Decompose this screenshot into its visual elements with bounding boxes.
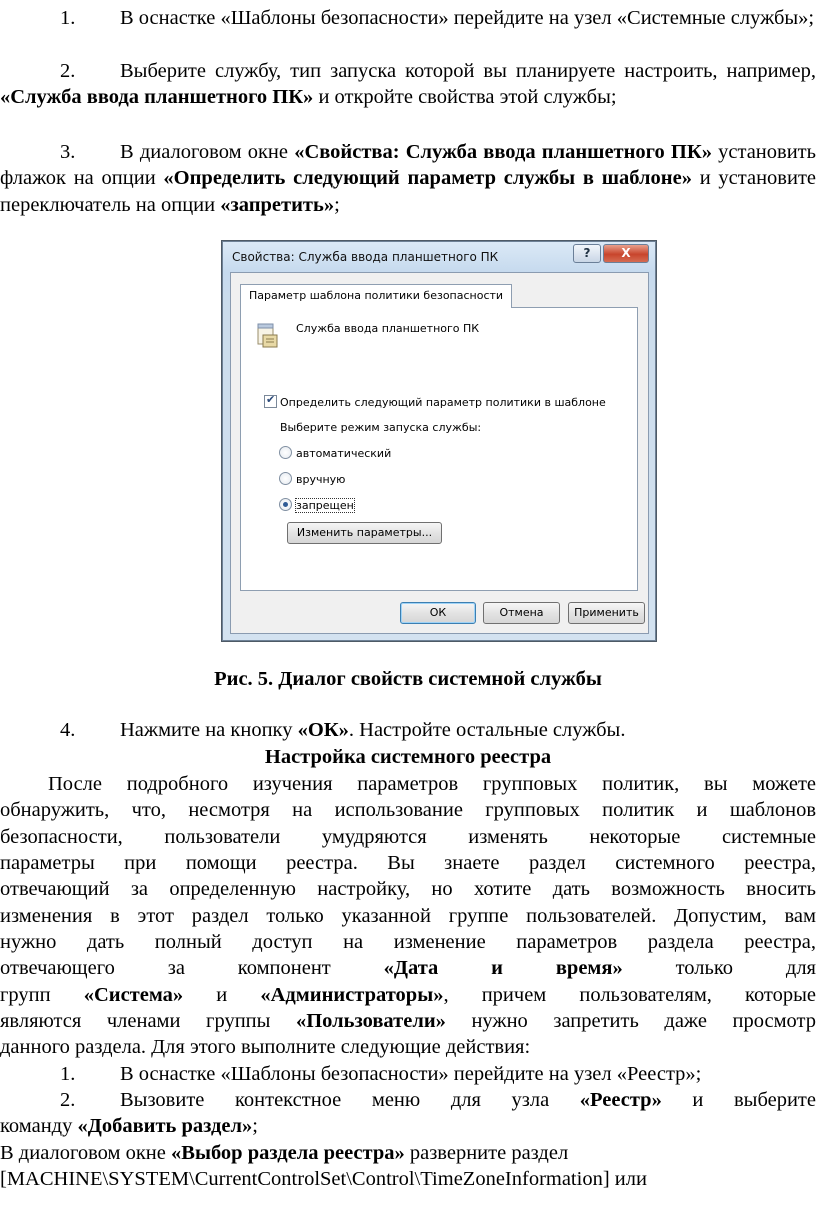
- dialog-screenshot: [221, 240, 657, 642]
- paragraph-line: групп «Система» и «Администраторы», причем пользователям, которые: [0, 984, 816, 1006]
- dialog-instruction-line: В диалоговом окне «Выбор раздела реестра» разверните раздел: [0, 1142, 569, 1164]
- tab-security-template[interactable]: Параметр шаблона политики безопасности: [240, 284, 512, 308]
- paragraph-line: отвечающий за определенную настройку, но хотите дать возможность вносить: [0, 878, 816, 900]
- paragraph-line: безопасности, пользователи умудряются изменять некоторые системные: [0, 826, 816, 848]
- define-policy-checkbox[interactable]: [264, 395, 606, 409]
- radio-disabled[interactable]: запрещен: [279, 498, 354, 512]
- step-number: 4.: [60, 719, 76, 741]
- registry-step-2: 2. Вызовите контекстное меню для узла «Реестр» и выберите: [0, 1087, 816, 1113]
- radio-circle[interactable]: [279, 472, 292, 485]
- checkbox-label: Определить следующий параметр политики в шаблоне: [280, 396, 606, 409]
- step-2: 2. Выберите службу, тип запуска которой вы планируете настроить, например, «Служба ввода планшетного ПК» и откройте свойства этой службы;: [0, 60, 816, 109]
- paragraph-line: данного раздела. Для этого выполните следующие действия:: [0, 1036, 531, 1058]
- step-4: 4. Нажмите на кнопку «ОК». Настройте остальные службы.: [0, 717, 816, 743]
- section-heading: Настройка системного реестра: [264, 746, 552, 768]
- radio-automatic[interactable]: автоматический: [279, 446, 391, 460]
- figure-caption: Рис. 5. Диалог свойств системной службы: [214, 668, 602, 690]
- checkbox-box[interactable]: [264, 395, 277, 408]
- help-button[interactable]: ?: [573, 244, 601, 263]
- checkmark-icon: ✔: [266, 393, 276, 406]
- dialog-title: Свойства: Служба ввода планшетного ПК: [232, 250, 499, 264]
- step-number: 1.: [60, 1063, 76, 1085]
- step-number: 3.: [60, 141, 76, 163]
- registry-step-2-cont: команду «Добавить раздел»;: [0, 1115, 258, 1137]
- paragraph-line: отвечающего за компонент «Дата и время» только для: [0, 957, 816, 979]
- paragraph-line: обнаружить, что, несмотря на использование групповых политик и шаблонов: [0, 799, 816, 821]
- paragraph-line: После подробного изучения параметров групповых политик, вы можете: [48, 773, 816, 795]
- registry-path-line: [MACHINE\SYSTEM\CurrentControlSet\Control\TimeZoneInformation] или: [0, 1168, 647, 1190]
- paragraph-line: параметры при помощи реестра. Вы знаете раздел системного реестра,: [0, 852, 816, 874]
- registry-step-1: 1. В оснастке «Шаблоны безопасности» перейдите на узел «Реестр»;: [0, 1061, 816, 1087]
- properties-dialog: [222, 241, 656, 641]
- apply-button[interactable]: Применить: [568, 602, 645, 624]
- service-icon: [257, 323, 279, 349]
- step-1: [0, 5, 816, 31]
- radio-circle[interactable]: [279, 446, 292, 459]
- step-number: 2.: [60, 60, 76, 82]
- title-bar: [223, 242, 655, 272]
- startup-mode-label: Выберите режим запуска службы:: [280, 421, 482, 434]
- tab-panel: [240, 307, 638, 591]
- edit-settings-button[interactable]: Изменить параметры...: [287, 522, 442, 544]
- step-number: 2.: [60, 1089, 76, 1111]
- radio-circle-selected[interactable]: [279, 498, 292, 511]
- close-button[interactable]: X: [603, 244, 649, 263]
- cancel-button[interactable]: Отмена: [483, 602, 560, 624]
- service-name: Служба ввода планшетного ПК: [296, 322, 480, 335]
- step-text: В оснастке «Шаблоны безопасности» перейдите на узел «Системные службы»;: [120, 7, 815, 29]
- paragraph-line: являются членами группы «Пользователи» нужно запретить даже просмотр: [0, 1010, 816, 1032]
- dialog-client-area: [230, 272, 649, 634]
- paragraph-line: изменения в этот раздел только указанной группе пользователей. Допустим, вам: [0, 905, 816, 927]
- radio-manual[interactable]: вручную: [279, 472, 345, 486]
- step-number: 1.: [60, 7, 76, 29]
- ok-button[interactable]: ОК: [400, 602, 476, 624]
- service-name-bold: «Служба ввода планшетного ПК»: [0, 86, 314, 109]
- step-3: 3. В диалоговом окне «Свойства: Служба ввода планшетного ПК» установить флажок на опции «Определить следующий параметр службы в шаблоне» и установите переключатель на опции «запретить»;: [0, 141, 816, 216]
- paragraph-line: нужно дать полный доступ на изменение параметров раздела реестра,: [0, 931, 816, 953]
